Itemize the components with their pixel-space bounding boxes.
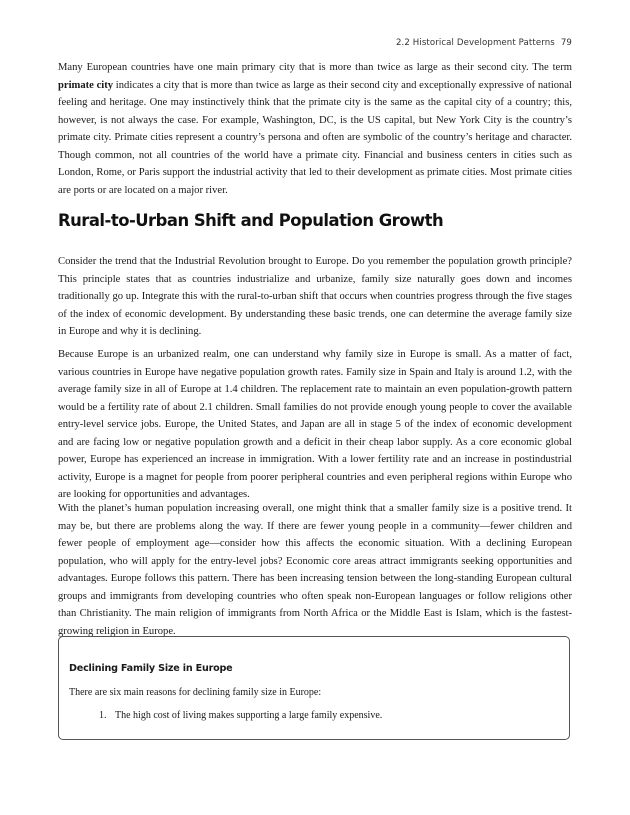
- running-header: [396, 38, 572, 48]
- paragraph-industrial-revolution: Consider the trend that the Industrial Revolution brought to Europe. Do you remember the population growth principle? This principle states that as countries industrialize and urbanize, family size naturally goes down and incomes traditionally go up. Integrate this with the rural-to-urban shift that occurs when countries progress through the five stages of the index of economic development. By understanding these basic trends, one can determine the average family size in Europe and why it is declining.: [58, 256, 572, 337]
- paragraph-primate-city-lead: Many European countries have one main primary city that is more than twice as large as their second city. The term: [58, 62, 572, 73]
- running-header-section: 2.2 Historical Development Patterns: [395, 38, 555, 48]
- paragraph-primate-city: [58, 59, 572, 199]
- paragraph-family-size: Because Europe is an urbanized realm, one can understand why family size in Europe is small. As a matter of fact, various countries in Europe have negative population growth rates. Family size in Spain and Italy is around 1.2, with the average family size in all of Europe at 1.4 children. The replacement rate to maintain an even population-growth pattern would be a fertility rate of about 2.1 children. Small families do not provide enough young people to cover the available entry-level service jobs. Europe, the United States, and Japan are all in stage 5 of the index of economic development and are facing low or negative population growth and a deficit in their cheap labor supply. As a core economic global power, Europe has experienced an increase in immigration. With a lower fertility rate and an increase in postindustrial activity, Europe is a magnet for people from poorer peripheral countries and even peripheral regions within Europe who are looking for opportunities and advantages.: [58, 349, 572, 500]
- list-item-number: 1.: [99, 710, 107, 721]
- paragraph-primate-city-rest: indicates a city that is more than twice as large as their second city and exceptionally expressive of national feeling and heritage. One may instinctively think that the primate city is the same as the capital city of a country; this, however, is not always the case. For example, Washington, DC, is the US capital, but New York City is the country’s primate city. Primate cities represent a country’s persona and often are symbolic of the country’s heritage and character. Though common, not all countries of the world have a primate city. Financial and business centers in cities such as London, Rome, or Paris support the industrial activity that led to their development as primate cities. Most primate cities are ports or are located on a major river.: [58, 79, 573, 196]
- callout-box: [58, 636, 570, 740]
- list-item-text: The high cost of living makes supporting a large family expensive.: [115, 710, 383, 721]
- paragraph-population-growth: With the planet’s human population increasing overall, one might think that a smaller family size is a positive trend. It may be, but there are problems along the way. If there are fewer young people in a community—fewer children and fewer people of employment age—consider how this affects the economic situation. With a declining European population, who will apply for the entry-level jobs? Economic core areas attract immigrants seeking opportunities and advantages. Europe follows this pattern. There has been increasing tension between the long-standing European cultural groups and immigrants from developing countries who often speak non-European languages or follow religions other than Christianity. The main religion of immigrants from North Africa or the Middle East is Islam, which is the fastest-growing religion in Europe.: [58, 503, 572, 637]
- page-number: 79: [560, 38, 572, 48]
- callout-intro: There are six main reasons for declining family size in Europe:: [69, 687, 322, 698]
- section-heading: Rural-to-Urban Shift and Population Growth: [58, 211, 444, 230]
- key-term-primate-city: primate city: [58, 79, 114, 91]
- callout-title: Declining Family Size in Europe: [69, 663, 233, 674]
- list-item: [99, 710, 382, 721]
- callout-list: [99, 710, 382, 721]
